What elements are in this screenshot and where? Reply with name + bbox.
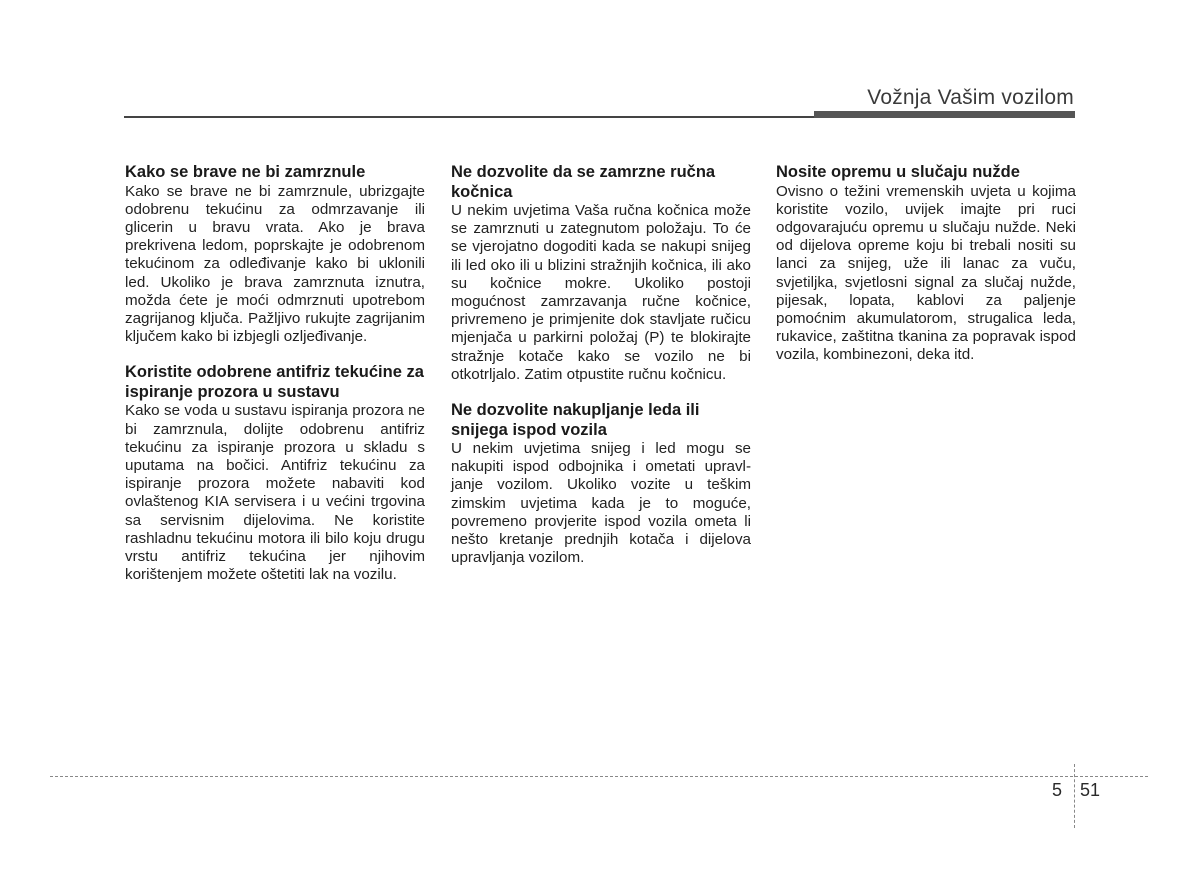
page-header-title: Vožnja Vašim vozilom <box>867 86 1074 109</box>
header-divider <box>124 116 816 118</box>
section-ice-snow-buildup <box>451 401 751 567</box>
section-emergency-equipment <box>776 163 1076 365</box>
section-body: Kako se brave ne bi zamrznule, ubrizgajte odobrenu tekućinu za odmrzavanje ili glicerin u bravu vrata. Ako je brava prekrivena ledom, poprskajte je odobrenom tekućinom za odleđivanje kako bi uklonili led. Ukoliko je brava zamrznuta iznutra, možda ćete je moći odmrznuti upotrebom zagrijanog ključa. Pažljivo rukujte zagrijanim ključem kako bi izbjegli ozljeđivanje. <box>125 182 425 346</box>
section-parking-brake <box>451 163 751 384</box>
section-body: Kako se voda u sustavu ispiranja prozora ne bi zamrznula, dolijte odobrenu antifriz tekućinu za ispiranje prozora u skladu s uputama na bočici. Antifriz tekućinu za ispiranje prozora možete nabaviti kod ovlaštenog KIA servisera i u većini trgovina sa servisnim dijelovima. Ne koristite rashladnu tekućinu motora ili bilo koju drugu vrstu antifriz tekućina jer njihovim korištenjem možete oštetiti lak na vozilu. <box>125 402 425 584</box>
section-heading: Koristite odobrene antifriz tekućine za ispiranje prozora u sustavu <box>125 363 424 401</box>
section-heading: Nosite opremu u slučaju nužde <box>776 163 1020 181</box>
section-heading: Ne dozvolite nakupljanje leda ili snijega ispod vozila <box>451 401 700 439</box>
header-divider-accent <box>814 111 1075 118</box>
section-heading: Kako se brave ne bi zamrznule <box>125 163 366 181</box>
section-washer-antifreeze <box>125 363 425 584</box>
section-heading: Ne dozvolite da se zamrzne ručna kočnica <box>451 163 716 201</box>
section-frozen-locks <box>125 163 425 346</box>
text-column-right <box>776 163 1076 382</box>
chapter-number: 5 <box>1052 780 1063 800</box>
section-body: U nekim uvjetima Vaša ručna kočnica može se zamrznuti u zategnutom položaju. To će se vjerojatno dogoditi kada se nakupi snijeg ili led oko ili u blizini stražnjih kočnica, ili ako su kočnice mokre. Ukoliko postoji mogućnost zamrzavanja ručne kočnice, privremeno je primjenite dok stavljate ručicu mjenjača u parkirni položaj (P) te blokirajte stražnje kotače kako se vozilo ne bi otkotrljalo. Zatim otpustite ručnu kočnicu. <box>451 202 751 383</box>
section-body: U nekim uvjetima snijeg i led mogu se nakupiti ispod odbojnika i ometati upravljanje vozilom. Ukoliko vozite u teškim zimskim uvjetima kada je to moguće, povremeno provjerite ispod vozila ometa li nešto kretanje prednjih kotača i dijelova upravljanja vozilom. <box>451 440 751 567</box>
text-column-left <box>125 163 425 601</box>
page-number: 51 <box>1080 780 1101 800</box>
page-number-divider <box>1074 764 1075 828</box>
footer-divider <box>50 776 1148 777</box>
text-column-middle <box>451 163 751 584</box>
section-body: Ovisno o težini vremenskih uvjeta u kojima koristite vozilo, uvijek imajte pri ruci odgovarajuću opremu u slučaju nužde. Neki od dijelova opreme koju bi trebali nositi su lanci za snijeg, uže ili lanac za vuču, svjetiljka, svjetlosni signal za slučaj nužde, pijesak, lopata, kablovi za paljenje pomoćnim akumulatorom, strugalica leda, rukavice, zaštitna tkanina za popravak ispod vozila, kombinezoni, deka itd. <box>776 182 1076 364</box>
